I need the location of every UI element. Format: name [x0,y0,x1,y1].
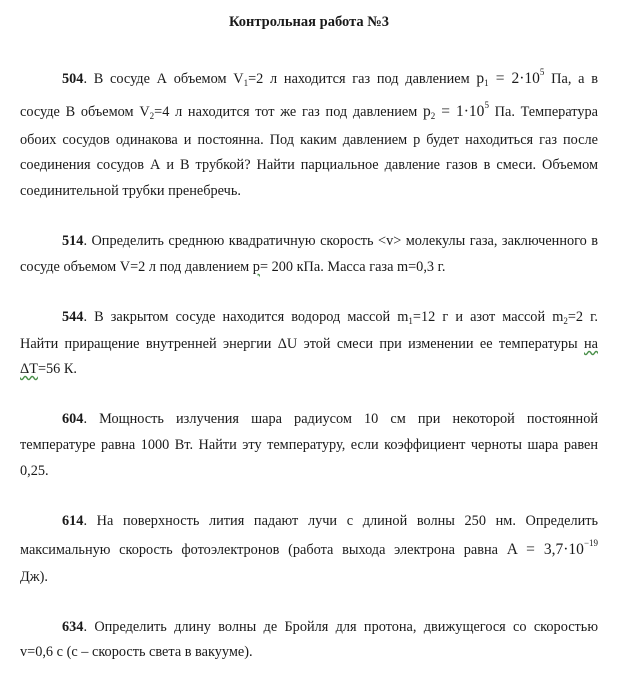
problem-604-line-2: температуре равна 1000 Вт. Найти эту температуру, если коэффициент черноты шара равен [20,437,598,453]
pressure-formula: $p_2 = 1\cdot 10^5$ [423,100,489,121]
problem-614-line-1: 614. На поверхность лития падают лучи с длиной волны 250 нм. Определить [62,513,598,529]
problem-634-line-2: v=0,6 с (с – скорость света в вакууме). [20,644,253,660]
problem-504-line-1: 504. В сосуде А объемом $V_1=2$ л находится газ под давлением $p_1 = 2\cdot 10^5$ Па, а в [62,67,598,88]
problem-number: 614 [62,513,84,529]
problem-504-line-4: соединения сосудов А и В трубкой? Найти парциальное давление газов в смеси. Объемом [20,157,598,173]
problem-514-line-1: 514. Определить среднюю квадратичную скорость <v> молекулы газа, заключенного в [62,233,598,249]
problem-number: 504 [62,71,84,87]
document-title: Контрольная работа №3 [228,14,390,30]
work-function-formula: $A = 3,7\cdot 10^{-19}$ [506,538,599,558]
problem-634-line-1: 634. Определить длину волны де Бройля для протона, движущегося со скоростью [62,619,598,635]
problem-604-line-3: 0,25. [20,463,49,479]
problem-544-line-2: Найти приращение внутренней энергии ΔU этой смеси при изменении ее температуры на [20,336,598,352]
problem-number: 604 [62,411,84,427]
problem-number: 634 [62,619,84,635]
problem-number: 544 [62,309,84,325]
problem-544-line-1: 544. В закрытом сосуде находится водород массой $m_1=12$ г и азот массой $m_2=2$ г. [62,309,598,326]
problem-604-line-1: 604. Мощность излучения шара радиусом 10 см при некоторой постоянной [62,411,598,427]
problem-614-line-2: максимальную скорость фотоэлектронов (работа выхода электрона равна $A = 3,7\cdot 10^{-19}$ [20,538,599,558]
problem-504-line-3: обоих сосудов одинакова и постоянна. Под каким давлением р будет находиться газ после [20,132,598,148]
problem-544-line-3: ΔТ=56 К. [20,361,77,377]
pressure-formula: $p_1 = 2\cdot 10^5$ [476,67,545,88]
problem-514-line-2: сосуде объемом V=2 л под давлением р= 200 кПа. Масса газа m=0,3 г. [20,259,446,275]
problem-504-line-2: сосуде В объемом $V_2=4$ л находится тот же газ под давлением $p_2 = 1\cdot 10^5$ Па. Температура [20,100,599,121]
problem-504-line-5: соединительной трубки пренебречь. [20,183,241,199]
problem-614-line-3: Дж). [20,569,48,585]
problem-number: 514 [62,233,84,249]
